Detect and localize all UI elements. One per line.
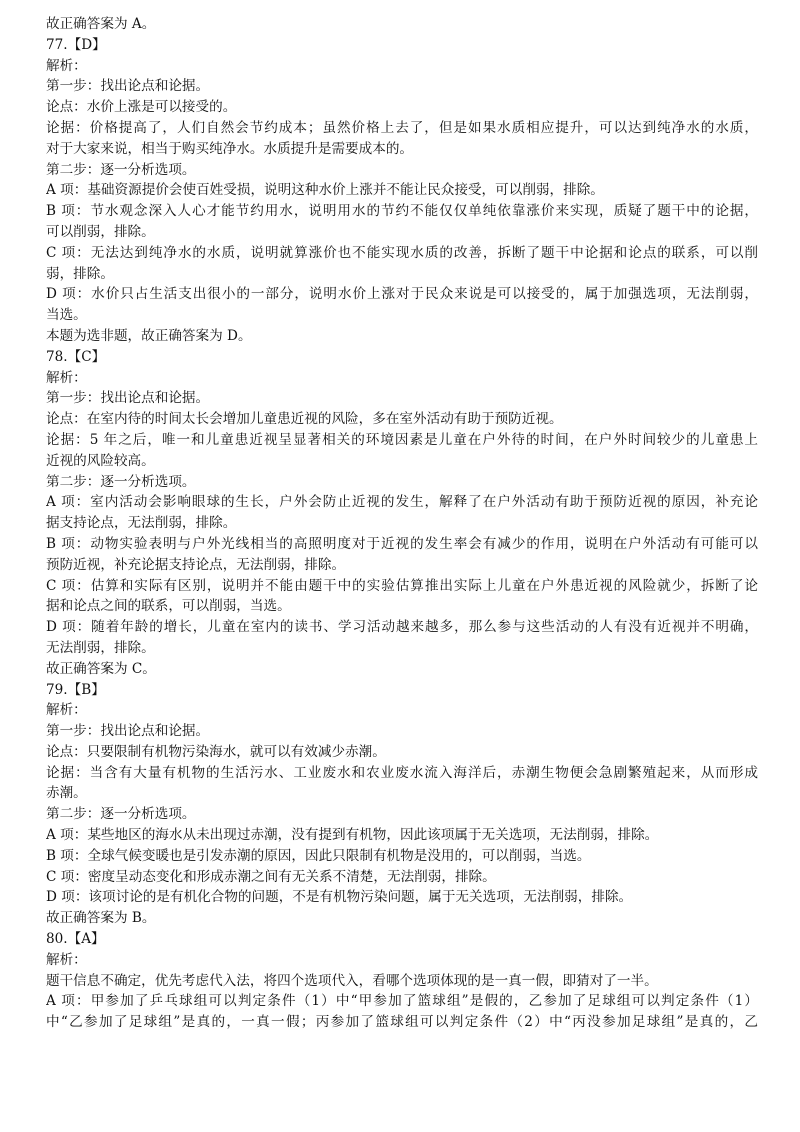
text-line: 故正确答案为 B。 <box>46 910 156 927</box>
text-line: 题干信息不确定，优先考虑代入法，将四个选项代入，看哪个选项体现的是一真一假，即猜对了一半。 <box>46 972 658 989</box>
text-line: 论点：水价上涨是可以接受的。 <box>46 99 237 116</box>
text-line: 第二步：逐一分析选项。 <box>46 473 196 490</box>
text-line: 第一步：找出论点和论据。 <box>46 723 210 740</box>
text-line: D 项：随着年龄的增长，儿童在室内的读书、学习活动越来越多，那么参与这些活动的人有没有近视并不明确， <box>46 619 758 636</box>
text-line: A 项：基础资源提价会使百姓受损，说明这种水价上涨并不能让民众接受，可以削弱，排除。 <box>46 182 604 199</box>
text-line: C 项：无法达到纯净水的水质，说明就算涨价也不能实现水质的改善，拆断了题干中论据和论点的联系，可以削 <box>46 244 758 261</box>
text-line: 故正确答案为 C。 <box>46 660 156 677</box>
text-line: A 项：甲参加了乒乓球组可以判定条件（1）中“甲参加了篮球组”是假的，乙参加了足球组可以判定条件（1） <box>46 993 758 1010</box>
text-line: A 项：某些地区的海水从未出现过赤潮，没有提到有机物，因此该项属于无关选项，无法削弱，排除。 <box>46 827 659 844</box>
text-line: 论据：当含有大量有机物的生活污水、工业废水和农业废水流入海洋后，赤潮生物便会急剧繁殖起来，从而形成 <box>46 764 758 781</box>
question-number: 77.【D】 <box>46 36 106 53</box>
text-line: 当选。 <box>46 307 87 324</box>
text-line: C 项：密度呈动态变化和形成赤潮之间有无关系不清楚，无法削弱，排除。 <box>46 868 496 885</box>
text-line: 第一步：找出论点和论据。 <box>46 390 210 407</box>
text-line: 预防近视，补充论据支持论点，无法削弱，排除。 <box>46 556 346 573</box>
text-line: 赤潮。 <box>46 785 87 802</box>
text-line: 论点：只要限制有机物污染海水，就可以有效减少赤潮。 <box>46 743 386 760</box>
text-line: 解析： <box>46 951 87 968</box>
text-line: 弱，排除。 <box>46 265 114 282</box>
text-line: 故正确答案为 A。 <box>46 16 156 32</box>
text-line: 论据：价格提高了，人们自然会节约成本；虽然价格上去了，但是如果水质相应提升，可以达到纯净水的水质， <box>46 119 758 136</box>
text-line: C 项：估算和实际有区别，说明并不能由题干中的实验估算推出实际上儿童在户外患近视的风险就少，拆断了论 <box>46 577 758 594</box>
question-number: 79.【B】 <box>46 681 105 698</box>
text-line: 本题为选非题，故正确答案为 D。 <box>46 327 252 344</box>
text-line: 第二步：逐一分析选项。 <box>46 161 196 178</box>
text-line: 解析： <box>46 57 87 74</box>
text-line: 可以削弱，排除。 <box>46 223 155 240</box>
text-line: 近视的风险较高。 <box>46 452 155 469</box>
text-line: A 项：室内活动会影响眼球的生长，户外会防止近视的发生，解释了在户外活动有助于预防近视的原因，补充论 <box>46 494 758 511</box>
document-page <box>46 14 758 1033</box>
text-line: 第二步：逐一分析选项。 <box>46 806 196 823</box>
text-line: B 项：节水观念深入人心才能节约用水，说明用水的节约不能仅仅单纯依靠涨价来实现，质疑了题干中的论据， <box>46 203 758 220</box>
text-line: 解析： <box>46 369 87 386</box>
text-line: 论据：5 年之后，唯一和儿童患近视呈显著相关的环境因素是儿童在户外待的时间，在户外时间较少的儿童患上 <box>46 431 758 448</box>
text-line: 对于大家来说，相当于购买纯净水。水质提升是需要成本的。 <box>46 140 414 157</box>
text-line: 第一步：找出论点和论据。 <box>46 78 210 95</box>
question-number: 78.【C】 <box>46 348 106 365</box>
text-line: 据支持论点，无法削弱，排除。 <box>46 515 237 532</box>
text-line: 中“乙参加了足球组”是真的，一真一假；丙参加了篮球组可以判定条件（2）中“丙没参加足球组”是真的，乙 <box>46 1014 758 1031</box>
text-line: D 项：水价只占生活支出很小的一部分，说明水价上涨对于民众来说是可以接受的，属于加强选项，无法削弱， <box>46 286 758 303</box>
text-line: D 项：该项讨论的是有机化合物的问题，不是有机物污染问题，属于无关选项，无法削弱，排除。 <box>46 889 633 906</box>
text-line: 解析： <box>46 702 87 719</box>
text-line: B 项：动物实验表明与户外光线相当的高照明度对于近视的发生率会有减少的作用，说明在户外活动有可能可以 <box>46 535 758 552</box>
question-number: 80.【A】 <box>46 931 105 948</box>
text-line: 无法削弱，排除。 <box>46 639 155 656</box>
text-line: 论点：在室内待的时间太长会增加儿童患近视的风险，多在室外活动有助于预防近视。 <box>46 411 563 428</box>
text-line: 据和论点之间的联系，可以削弱，当选。 <box>46 598 291 615</box>
text-line: B 项：全球气候变暖也是引发赤潮的原因，因此只限制有机物是没用的，可以削弱，当选。 <box>46 847 591 864</box>
